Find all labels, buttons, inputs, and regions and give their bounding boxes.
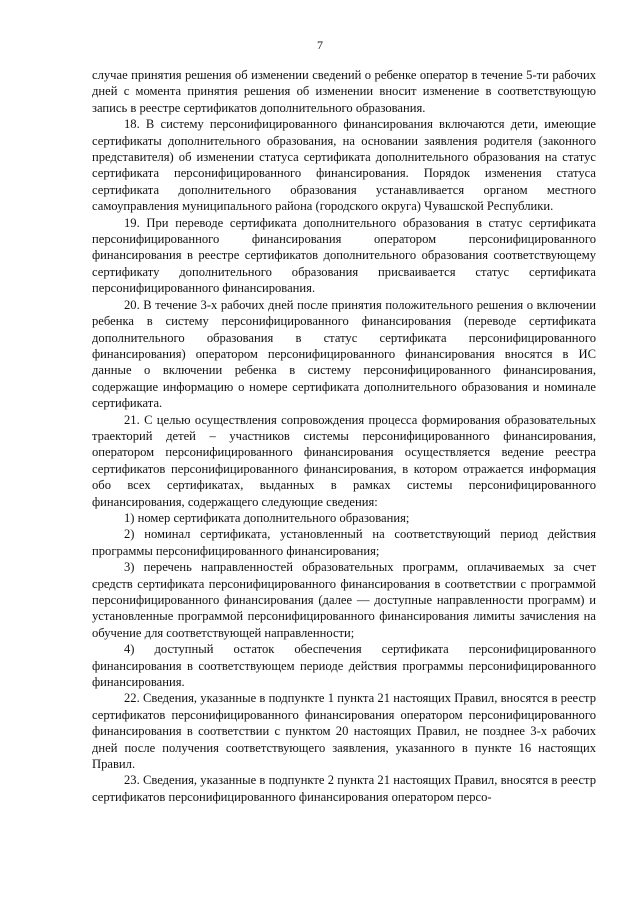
paragraph-continuation: случае принятия решения об изменении сведений о ребенке оператор в течение 5-ти рабочих дней с момента принятия решения об изменении вносит изменение в соответствующую запись в реестре сертификатов дополнительного образования. bbox=[92, 68, 596, 115]
list-item-4: 4) доступный остаток обеспечения сертификата персонифицированного финансирования в соответствующем периоде действия программы персонифицированного финансирования. bbox=[92, 642, 596, 690]
paragraph-22: 22. Сведения, указанные в подпункте 1 пункта 21 настоящих Правил, вносятся в реестр сертификатов персонифицированного финансирования оператором персонифицированного финансирования в соответствии с пунктом 20 настоящих Правил, не позднее 3-х рабочих дней после получения соответствующего заявления, указанного в пункте 16 настоящих Правил. bbox=[92, 691, 596, 772]
paragraph-23: 23. Сведения, указанные в подпункте 2 пункта 21 настоящих Правил, вносятся в реестр сертификатов персонифицированного финансирования оператором персо- bbox=[92, 773, 596, 804]
document-body bbox=[92, 67, 596, 805]
page-number: 7 bbox=[317, 38, 323, 52]
paragraph-20: 20. В течение 3-х рабочих дней после принятия положительного решения о включении ребенка в систему персонифицированного финансирования (переводе сертификата дополнительного образования в статус сертификата персонифицированного финансирования) оператором персонифицированного финансирования вносятся в ИС данные о включении ребенка в систему персонифицированного финансирования, содержащие информацию о номере сертификата дополнительного образования и номинале сертификата. bbox=[92, 297, 596, 411]
list-item-2: 2) номинал сертификата, установленный на соответствующий период действия программы персонифицированного финансирования; bbox=[92, 527, 596, 558]
paragraph-19: 19. При переводе сертификата дополнительного образования в статус сертификата персонифицированного финансирования оператором персонифицированного финансирования в реестре сертификатов дополнительного образования соответствующему сертификату дополнительного образования присваивается статус сертификата персонифицированного финансирования. bbox=[92, 215, 596, 296]
paragraph-18: 18. В систему персонифицированного финансирования включаются дети, имеющие сертификаты дополнительного образования, на основании заявления родителя (законного представителя) об изменении статуса сертификата дополнительного образования на статус сертификата персонифицированного финансирования. Порядок изменения статуса сертификата дополнительного образования устанавливается органом местного самоуправления муниципального района (городского округа) Чувашской Республики. bbox=[92, 117, 596, 214]
list-item-3: 3) перечень направленностей образовательных программ, оплачиваемых за счет средств сертификата персонифицированного финансирования в соответствии с программой персонифицированного финансирования (далее — доступные направленности программ) и установленные программой персонифицированного финансирования лимиты зачисления на обучение для соответствующей направленности; bbox=[92, 560, 596, 640]
list-item-1: 1) номер сертификата дополнительного образования; bbox=[124, 510, 410, 525]
paragraph-21: 21. С целью осуществления сопровождения процесса формирования образовательных траекторий детей – участников системы персонифицированного финансирования, оператором персонифицированного финансирования осуществляется ведение реестра сертификатов персонифицированного финансирования, в котором отражается информация обо всех сертификатах, выданных в рамках системы персонифицированного финансирования, содержащего следующие сведения: bbox=[92, 412, 596, 509]
